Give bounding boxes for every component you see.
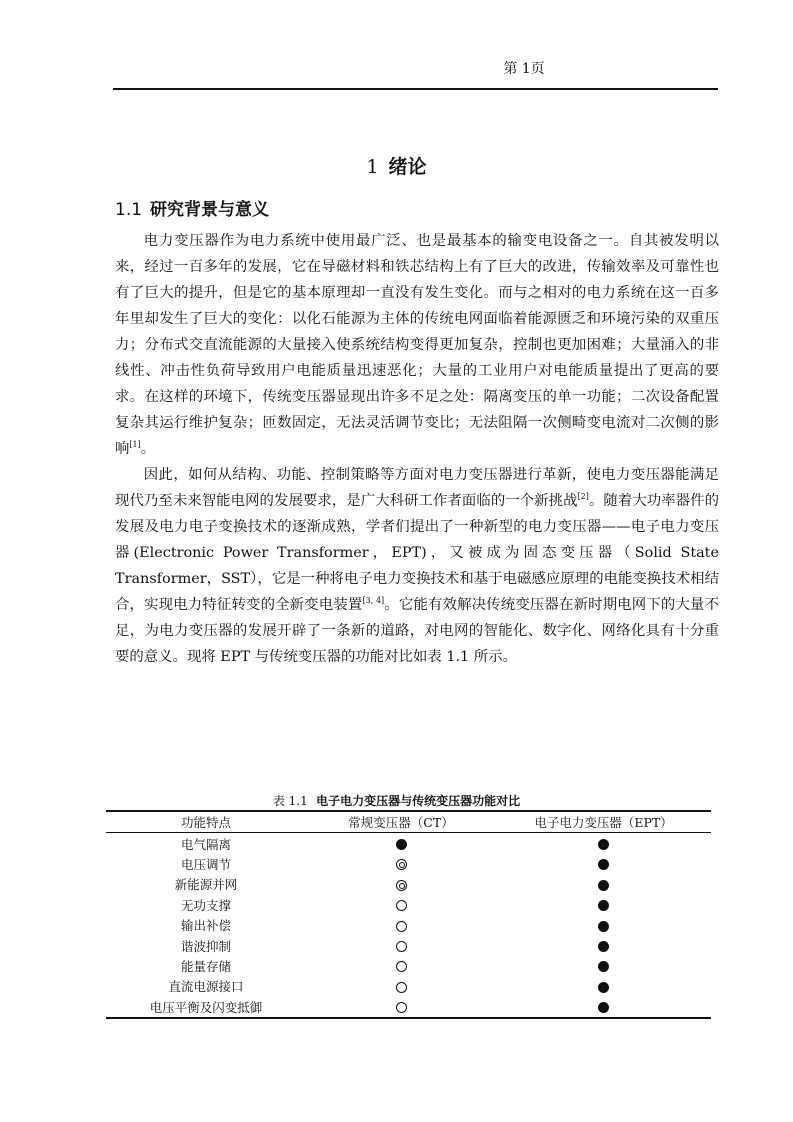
table-row [106, 833, 711, 854]
full-support-mark-icon [396, 839, 407, 850]
none-support-mark-icon [396, 961, 407, 972]
paragraph-tail: 。 [140, 441, 156, 457]
body-text [115, 228, 719, 670]
table-row [106, 976, 711, 996]
feature-cell: 直流电源接口 [168, 979, 244, 995]
full-support-mark-icon [598, 961, 609, 972]
ct-support-cell [306, 956, 496, 976]
page-header [0, 58, 793, 78]
table-row [106, 915, 711, 935]
section-number: 1.1 [115, 200, 143, 220]
full-support-mark-icon [598, 900, 609, 911]
partial-support-mark-icon [396, 859, 407, 870]
full-support-mark-icon [598, 982, 609, 993]
feature-cell: 电压调节 [180, 856, 231, 872]
table-number: 表 1.1 [272, 794, 308, 808]
full-support-mark-icon [598, 1002, 609, 1013]
ept-support-cell [496, 956, 711, 976]
chapter-title [0, 152, 793, 179]
ct-support-cell [306, 935, 496, 955]
paragraph-1 [115, 228, 719, 462]
column-header: 电子电力变压器（EPT） [534, 815, 673, 831]
none-support-mark-icon [396, 900, 407, 911]
paragraph-text: 。它能有效解决传统变压器在新时期电网下的大量不足，为电力变压器的发展开辟了一条新的道路，对电网的智能化、数字化、网络化具有十分重要的意义。现将 EPT 与传统变压器的功能对比如表 1.1 所示。 [115, 597, 719, 665]
table-row [106, 935, 711, 955]
table-caption [0, 792, 793, 809]
feature-cell: 能量存储 [180, 958, 231, 974]
full-support-mark-icon [598, 859, 609, 870]
section-title [115, 195, 269, 220]
table-body [106, 833, 711, 1018]
full-support-mark-icon [598, 839, 609, 850]
paragraph-2 [115, 462, 719, 670]
header-divider [113, 88, 718, 90]
table-row [106, 997, 711, 1018]
ct-support-cell [306, 833, 496, 854]
ct-support-cell [306, 915, 496, 935]
paragraph-text: 电力变压器作为电力系统中使用最广泛、也是最基本的输变电设备之一。自其被发明以来，经过一百多年的发展，它在导磁材料和铁芯结构上有了巨大的改进，传输效率及可靠性也有了巨大的提升，但是它的基本原理却一直没有发生变化。而与之相对的电力系统在这一百多年里却发生了巨大的变化：以化石能源为主体的传统电网面临着能源匮乏和环境污染的双重压力；分布式交直流能源的大量接入使系统结构变得更加复杂，控制也更加困难；大量涌入的非线性、冲击性负荷导致用户电能质量迅速恶化；大量的工业用户对电能质量提出了更高的要求。在这样的环境下，传统变压器显现出许多不足之处：隔离变压的单一功能；二次设备配置复杂其运行维护复杂；匝数固定，无法灵活调节变比；无法阻隔一次侧畸变电流对二次侧的影响 [115, 233, 719, 457]
paragraph-text: 因此，如何从结构、功能、控制策略等方面对电力变压器进行革新，使电力变压器能满足现代乃至未来智能电网的发展要求，是广大科研工作者面临的一个新挑战 [115, 467, 719, 509]
page-number: 第 1页 [503, 61, 545, 77]
chapter-number: 1 [366, 156, 379, 178]
feature-cell: 电气隔离 [180, 836, 231, 852]
table-title: 电子电力变压器与传统变压器功能对比 [316, 794, 521, 808]
ept-support-cell [496, 854, 711, 874]
ct-support-cell [306, 997, 496, 1018]
chapter-title-text: 绪论 [388, 156, 427, 178]
citation: [2] [577, 492, 589, 501]
ept-support-cell [496, 935, 711, 955]
table-header-row [106, 811, 711, 833]
table-row [106, 895, 711, 915]
ept-support-cell [496, 915, 711, 935]
feature-cell: 谐波抑制 [180, 938, 231, 954]
comparison-table [106, 810, 711, 1019]
feature-cell: 无功支撑 [180, 897, 231, 913]
full-support-mark-icon [598, 880, 609, 891]
ept-support-cell [496, 997, 711, 1018]
citation: [3, 4] [362, 596, 385, 605]
partial-support-mark-icon [396, 880, 407, 891]
feature-cell: 电压平衡及闪变抵御 [149, 999, 263, 1015]
table-row [106, 956, 711, 976]
full-support-mark-icon [598, 941, 609, 952]
section-title-text: 研究背景与意义 [150, 200, 270, 220]
table-row [106, 874, 711, 894]
paragraph-text: 。随着大功率器件的发展及电力电子变换技术的逐渐成熟，学者们提出了一种新型的电力变压器——电子电力变压器(Electronic Power Transformer，EPT)，又被成为固态变压器（Solid State Transformer，SST），它是一种将电子电力变换技术和基于电磁感应原理的电能变换技术相结合，实现电力特征转变的全新变电装置 [115, 493, 719, 613]
table-row [106, 854, 711, 874]
ct-support-cell [306, 976, 496, 996]
ept-support-cell [496, 874, 711, 894]
none-support-mark-icon [396, 921, 407, 932]
ct-support-cell [306, 854, 496, 874]
full-support-mark-icon [598, 921, 609, 932]
feature-cell: 新能源并网 [174, 877, 238, 893]
ct-support-cell [306, 874, 496, 894]
citation: [1] [129, 440, 141, 449]
ept-support-cell [496, 976, 711, 996]
none-support-mark-icon [396, 982, 407, 993]
none-support-mark-icon [396, 1002, 407, 1013]
none-support-mark-icon [396, 941, 407, 952]
feature-cell: 输出补偿 [180, 918, 231, 934]
column-header: 功能特点 [180, 815, 231, 831]
ct-support-cell [306, 895, 496, 915]
column-header: 常规变压器（CT） [348, 815, 454, 831]
ept-support-cell [496, 833, 711, 854]
ept-support-cell [496, 895, 711, 915]
